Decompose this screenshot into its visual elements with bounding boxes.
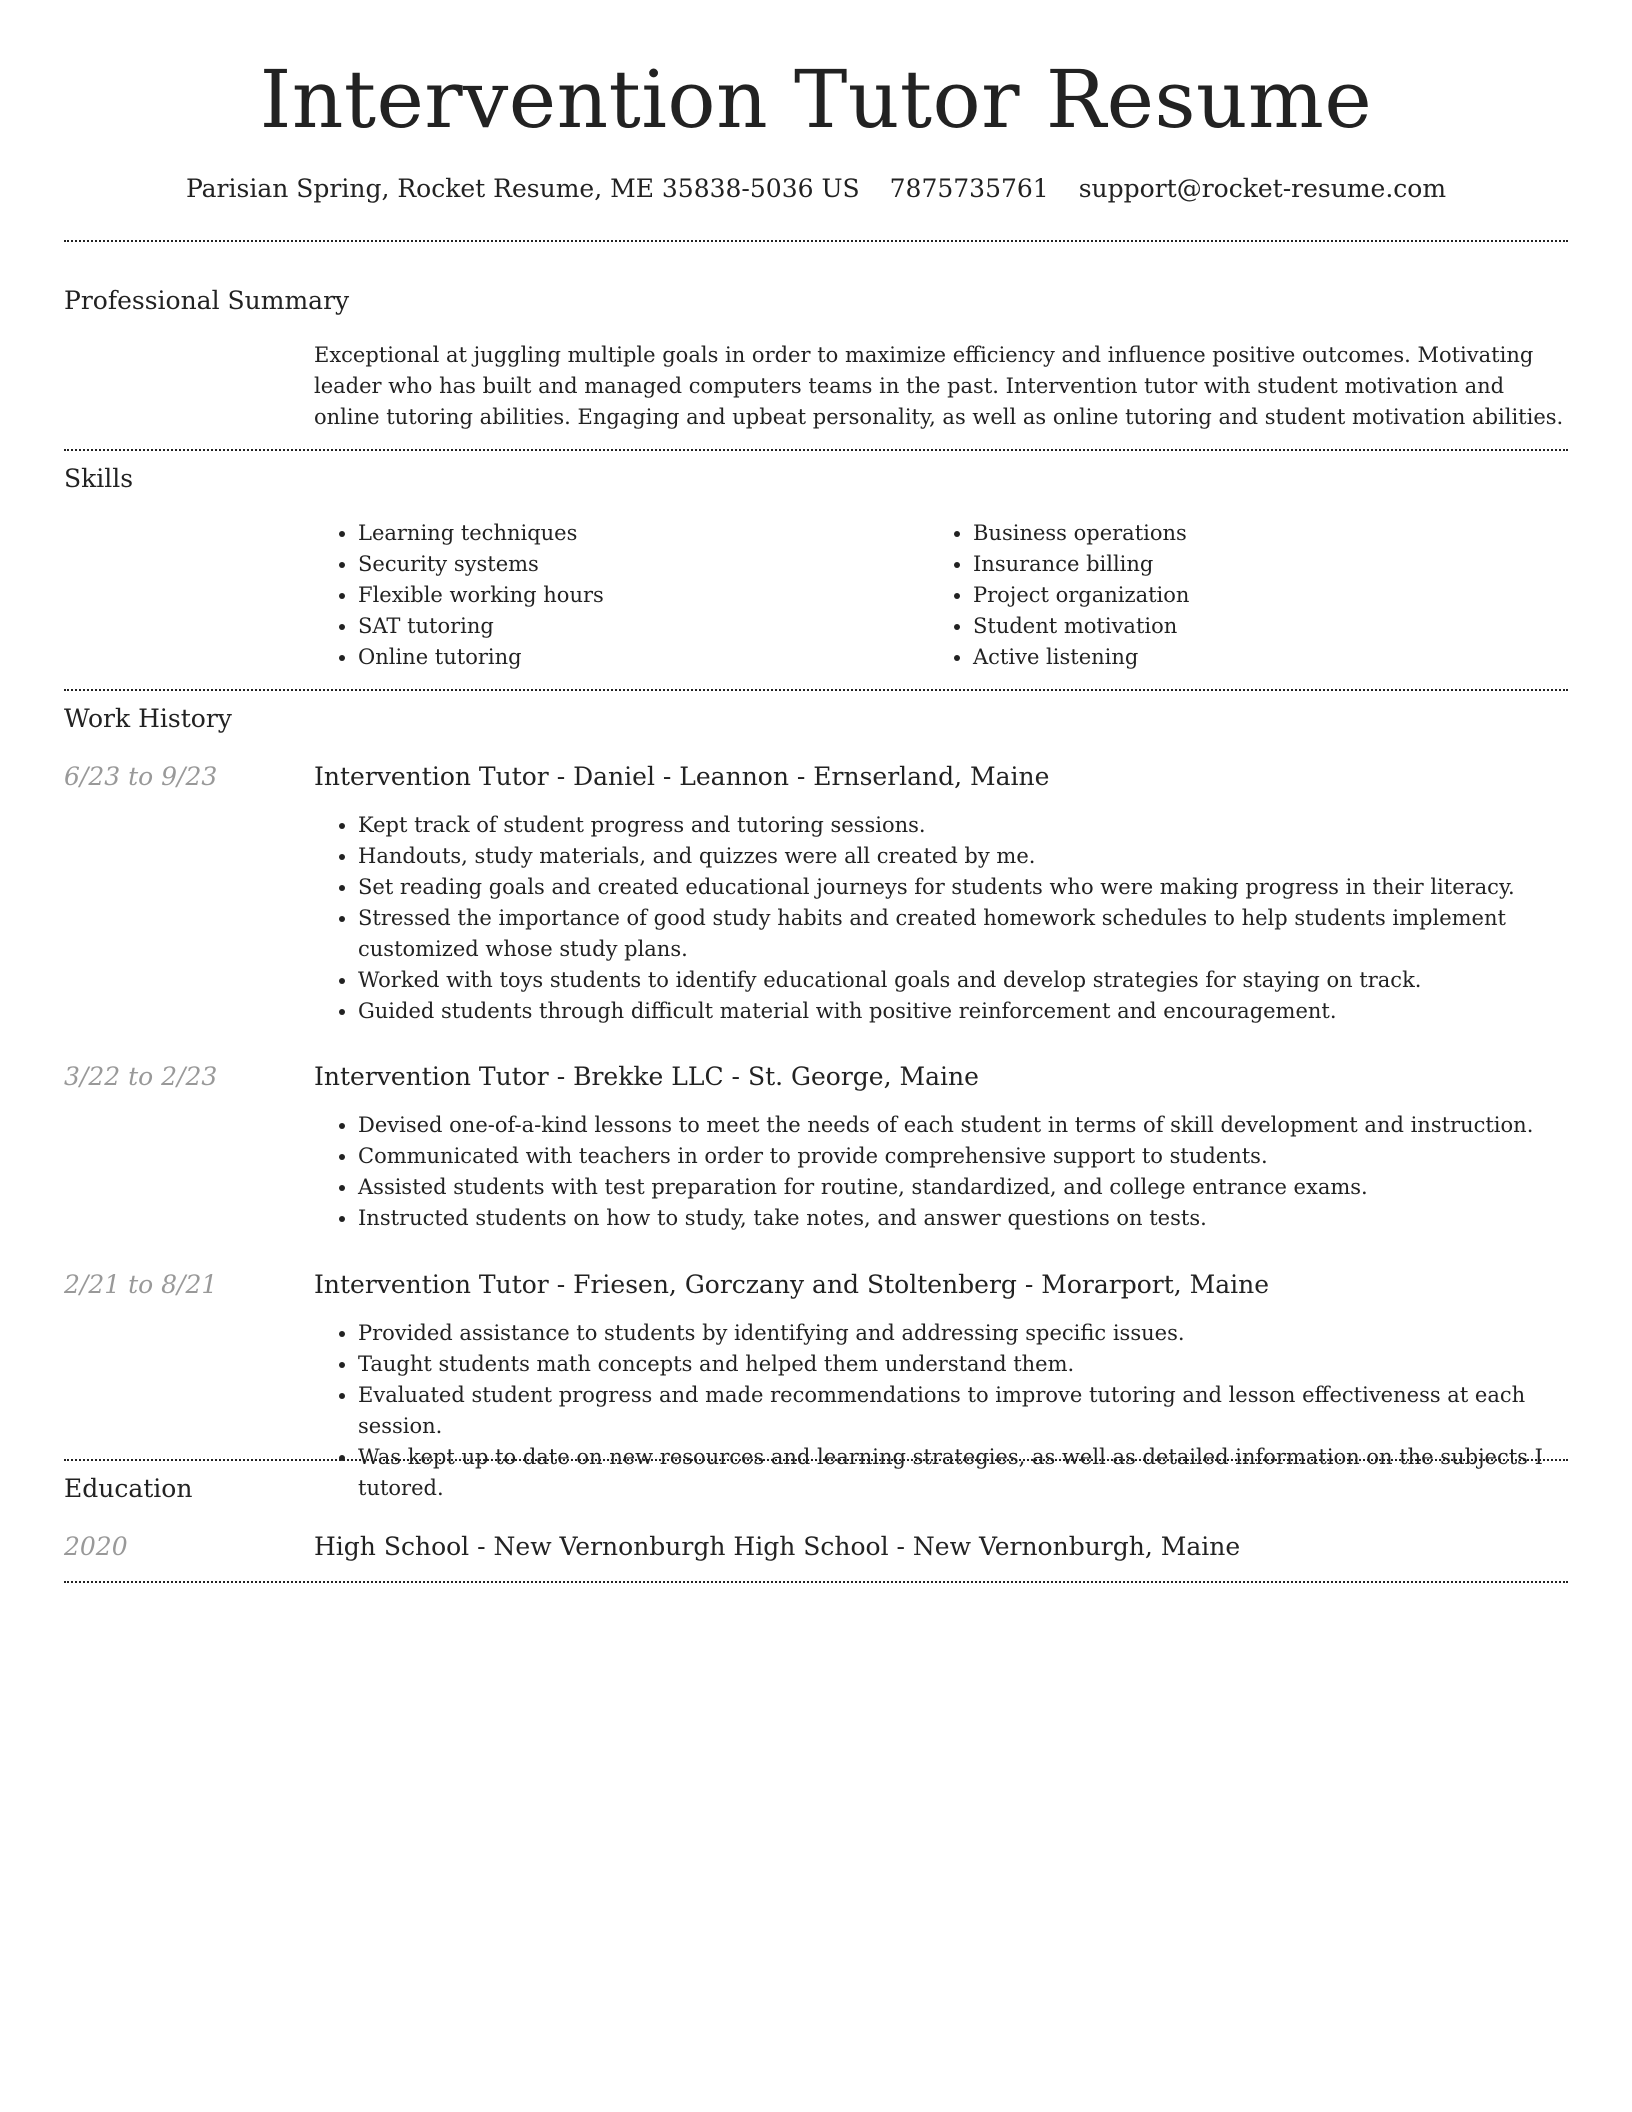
job-bullet: • Was kept up to date on new resources and learning strategies, as well as detailed information on the subjects I tutored. xyxy=(358,1442,1568,1504)
skills-right-column xyxy=(929,518,1529,673)
job-bullet: • Handouts, study materials, and quizzes were all created by me. xyxy=(358,841,1568,872)
skill-item: • Flexible working hours xyxy=(358,580,914,611)
job-bullet: • Taught students math concepts and helped them understand them. xyxy=(358,1349,1568,1380)
education-degree: High School xyxy=(314,1532,470,1561)
contact-phone: 7875735761 xyxy=(889,174,1049,203)
skill-item: • Student motivation xyxy=(973,611,1529,642)
divider xyxy=(64,449,1568,451)
job-employer: Friesen, Gorczany and Stoltenberg - Morarport, Maine xyxy=(573,1270,1270,1299)
job-bullets xyxy=(314,1318,1568,1504)
job-bullet: • Devised one-of-a-kind lessons to meet the needs of each student in terms of skill development and instruction. xyxy=(358,1110,1568,1141)
divider xyxy=(64,1459,1568,1461)
job-title: Intervention Tutor xyxy=(314,762,549,791)
contact-email: support@rocket-resume.com xyxy=(1078,174,1447,203)
skill-item: • Security systems xyxy=(358,549,914,580)
job-heading: Intervention Tutor - Daniel - Leannon - Ernserland, Maine xyxy=(314,762,1050,791)
education-school: New Vernonburgh High School - New Vernonburgh, Maine xyxy=(493,1532,1241,1561)
job-bullet: • Kept track of student progress and tutoring sessions. xyxy=(358,810,1568,841)
summary-heading: Professional Summary xyxy=(64,286,350,315)
contact-line xyxy=(0,172,1632,206)
job-bullet: • Evaluated student progress and made recommendations to improve tutoring and lesson effectiveness at each session. xyxy=(358,1380,1568,1442)
skill-item: • Active listening xyxy=(973,642,1529,673)
job-title: Intervention Tutor xyxy=(314,1270,549,1299)
job-bullet: • Guided students through difficult material with positive reinforcement and encouragement. xyxy=(358,996,1568,1027)
skill-item: • Project organization xyxy=(973,580,1529,611)
job-dates: 2/21 to 8/21 xyxy=(64,1270,218,1299)
job-bullets xyxy=(314,1110,1568,1234)
skills-left-column xyxy=(314,518,914,673)
education-heading: Education xyxy=(64,1474,193,1503)
job-bullet: • Provided assistance to students by identifying and addressing specific issues. xyxy=(358,1318,1568,1349)
work-history-heading: Work History xyxy=(64,704,232,733)
job-title: Intervention Tutor xyxy=(314,1062,549,1091)
divider xyxy=(64,240,1568,242)
resume-title: Intervention Tutor Resume xyxy=(259,53,1373,146)
summary-text: Exceptional at juggling multiple goals in order to maximize efficiency and influence positive outcomes. Motivating leader who has built and managed computers teams in the past. Intervention tutor with student motivation and online tutoring abilities. Engaging and upbeat personality, as well as online tutoring and student motivation abilities. xyxy=(314,343,1564,429)
job-bullet: • Instructed students on how to study, take notes, and answer questions on tests. xyxy=(358,1203,1568,1234)
job-heading: Intervention Tutor - Brekke LLC - St. George, Maine xyxy=(314,1062,979,1091)
job-bullet: • Communicated with teachers in order to provide comprehensive support to students. xyxy=(358,1141,1568,1172)
job-employer: Brekke LLC - St. George, Maine xyxy=(573,1062,979,1091)
education-year: 2020 xyxy=(64,1532,128,1561)
job-heading: Intervention Tutor - Friesen, Gorczany and Stoltenberg - Morarport, Maine xyxy=(314,1270,1270,1299)
contact-address: Parisian Spring, Rocket Resume, ME 35838-5036 US xyxy=(185,174,860,203)
skill-item: • Business operations xyxy=(973,518,1529,549)
education-entry: High School - New Vernonburgh High School - New Vernonburgh, Maine xyxy=(314,1532,1241,1561)
job-employer: Daniel - Leannon - Ernserland, Maine xyxy=(573,762,1050,791)
skill-item: • Learning techniques xyxy=(358,518,914,549)
divider xyxy=(64,1581,1568,1583)
skill-item: • Online tutoring xyxy=(358,642,914,673)
job-bullets xyxy=(314,810,1568,1027)
skill-item: • Insurance billing xyxy=(973,549,1529,580)
job-bullet: • Assisted students with test preparation for routine, standardized, and college entrance exams. xyxy=(358,1172,1568,1203)
skills-heading: Skills xyxy=(64,464,134,493)
job-bullet: • Stressed the importance of good study habits and created homework schedules to help students implement customized whose study plans. xyxy=(358,903,1568,965)
job-bullet: • Set reading goals and created educational journeys for students who were making progress in their literacy. xyxy=(358,872,1568,903)
divider xyxy=(64,689,1568,691)
skill-item: • SAT tutoring xyxy=(358,611,914,642)
job-dates: 3/22 to 2/23 xyxy=(64,1062,218,1091)
job-dates: 6/23 to 9/23 xyxy=(64,762,218,791)
job-bullet: • Worked with toys students to identify educational goals and develop strategies for staying on track. xyxy=(358,965,1568,996)
